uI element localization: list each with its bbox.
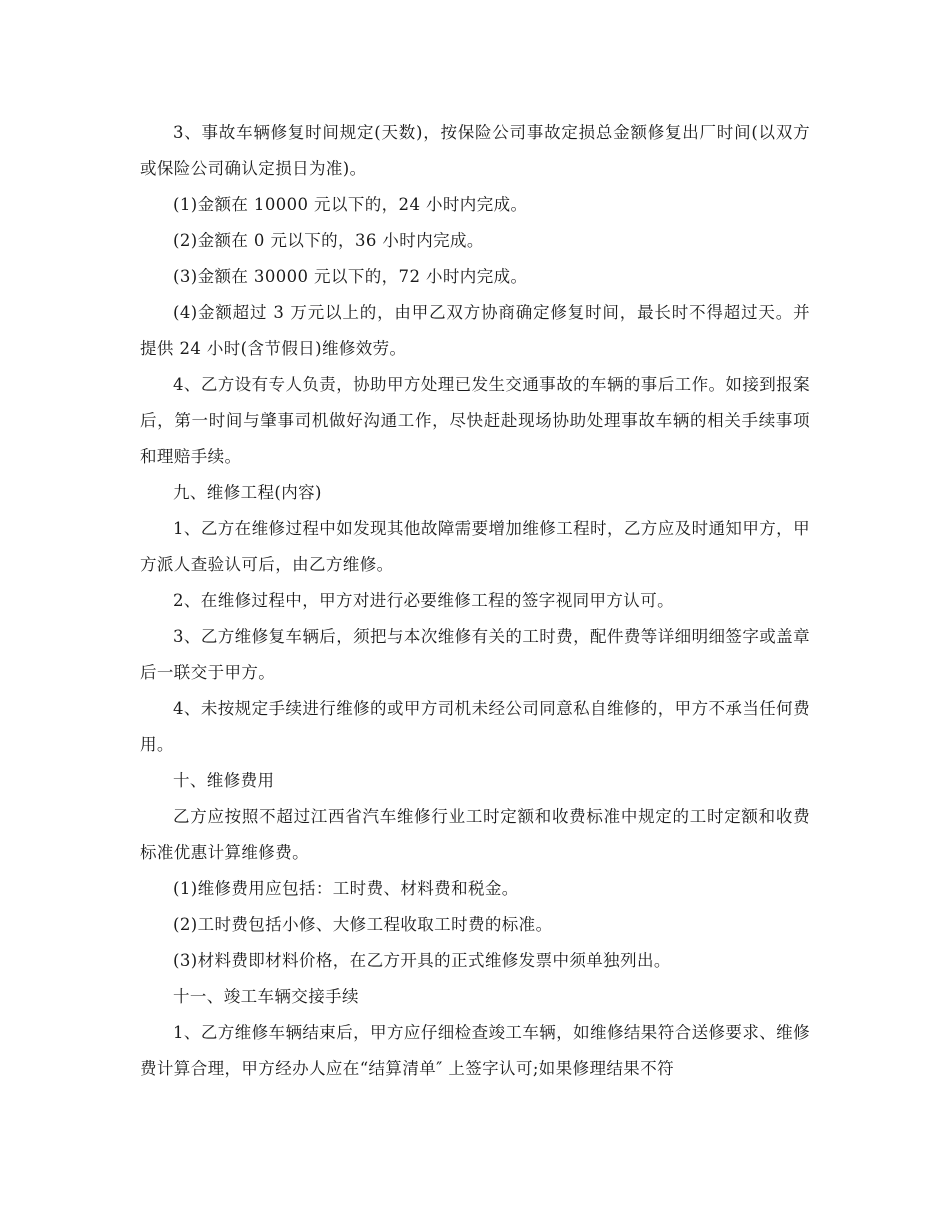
section-heading-11: 十一、竣工车辆交接手续	[173, 987, 359, 1006]
paragraph-9-3: 3、乙方维修复车辆后，须把与本次维修有关的工时费，配件费等详细明细签字或盖章后一联交于甲方。	[140, 627, 810, 682]
paragraph-10-item-3: (3)材料费即材料价格，在乙方开具的正式维修发票中须单独列出。	[173, 951, 671, 970]
paragraph-9-4: 4、未按规定手续进行维修的或甲方司机未经公司同意私自维修的，甲方不承当任何费用。	[140, 699, 810, 754]
section-heading-9: 九、维修工程(内容)	[173, 483, 322, 502]
paragraph-clause-4-accident-handling: 4、乙方设有专人负责，协助甲方处理已发生交通事故的车辆的事后工作。如接到报案后，第一时间与肇事司机做好沟通工作，尽快赶赴现场协助处理事故车辆的相关手续事项和理赔手续。	[140, 375, 810, 466]
paragraph-9-1: 1、乙方在维修过程中如发现其他故障需要增加维修工程时，乙方应及时通知甲方，甲方派人查验认可后，由乙方维修。	[140, 519, 810, 574]
paragraph-item-2-amount-0: (2)金额在 0 元以下的，36 小时内完成。	[173, 231, 484, 250]
paragraph-10-item-2: (2)工时费包括小修、大修工程收取工时费的标准。	[173, 915, 553, 934]
paragraph-10-item-1: (1)维修费用应包括：工时费、材料费和税金。	[173, 879, 519, 898]
paragraph-10-intro: 乙方应按照不超过江西省汽车维修行业工时定额和收费标准中规定的工时定额和收费标准优惠计算维修费。	[140, 807, 810, 862]
paragraph-item-3-amount-30000: (3)金额在 30000 元以下的，72 小时内完成。	[173, 267, 528, 286]
paragraph-9-2: 2、在维修过程中，甲方对进行必要维修工程的签字视同甲方认可。	[173, 591, 674, 610]
section-heading-10: 十、维修费用	[173, 771, 275, 790]
paragraph-11-1: 1、乙方维修车辆结束后，甲方应仔细检查竣工车辆，如维修结果符合送修要求、维修费计算合理，甲方经办人应在“结算清单″ 上签字认可;如果修理结果不符	[140, 1023, 810, 1078]
paragraph-clause-3-repair-time: 3、事故车辆修复时间规定(天数)，按保险公司事故定损总金额修复出厂时间(以双方或保险公司确认定损日为准)。	[140, 123, 810, 178]
paragraph-item-4-over-30000: (4)金额超过 3 万元以上的，由甲乙双方协商确定修复时间，最长时不得超过天。并提供 24 小时(含节假日)维修效劳。	[140, 303, 810, 358]
paragraph-item-1-amount-10000: (1)金额在 10000 元以下的，24 小时内完成。	[173, 195, 528, 214]
